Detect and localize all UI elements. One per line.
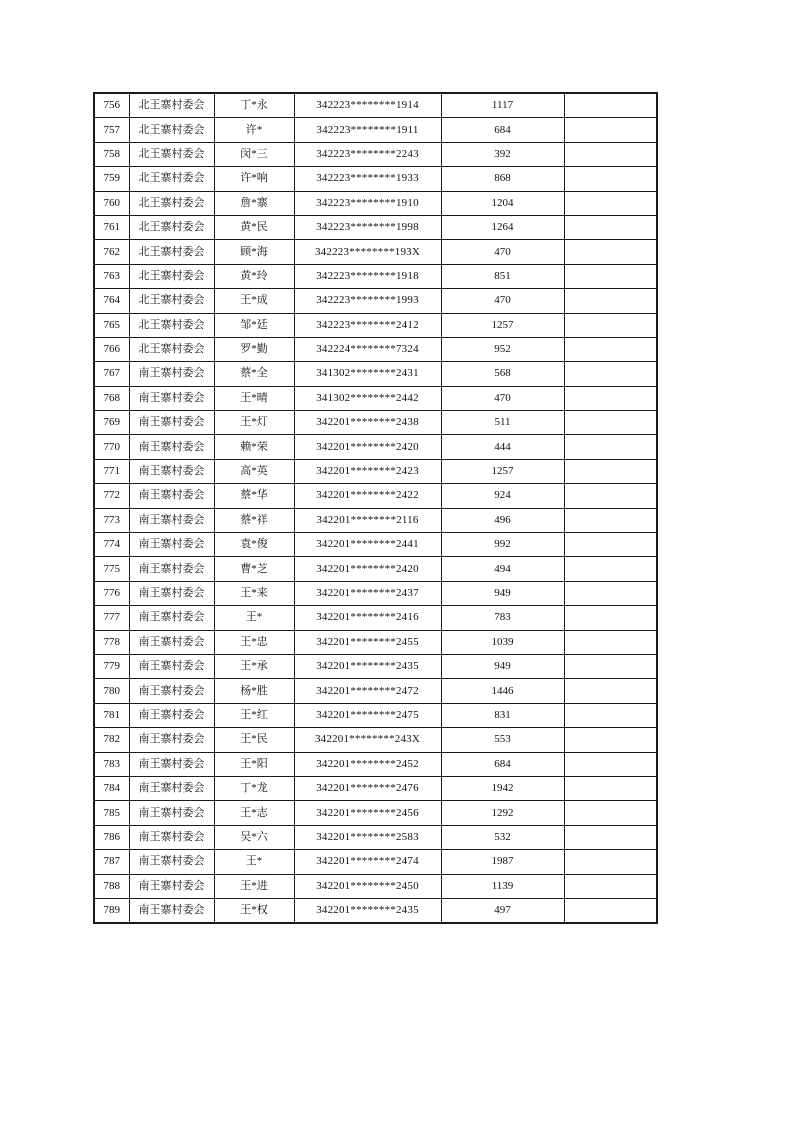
masked-name-cell: 王*成	[214, 289, 294, 313]
amount-cell: 1117	[441, 93, 564, 118]
masked-id-number-cell: 342201********2435	[294, 654, 441, 678]
masked-name-cell: 赖*荣	[214, 435, 294, 459]
empty-cell	[564, 703, 657, 727]
village-committee-cell: 北王寨村委会	[129, 142, 214, 166]
village-committee-cell: 南王寨村委会	[129, 654, 214, 678]
table-body	[94, 93, 657, 923]
empty-cell	[564, 289, 657, 313]
empty-cell	[564, 508, 657, 532]
village-committee-cell: 南王寨村委会	[129, 776, 214, 800]
table-row	[94, 215, 657, 239]
table-row	[94, 167, 657, 191]
village-committee-cell: 北王寨村委会	[129, 240, 214, 264]
masked-name-cell: 丁*龙	[214, 776, 294, 800]
table-row	[94, 313, 657, 337]
table-row	[94, 874, 657, 898]
amount-cell: 1987	[441, 850, 564, 874]
table-row	[94, 411, 657, 435]
table-row	[94, 484, 657, 508]
masked-id-number-cell: 342201********2452	[294, 752, 441, 776]
village-committee-cell: 南王寨村委会	[129, 825, 214, 849]
table-row	[94, 752, 657, 776]
table-row	[94, 703, 657, 727]
empty-cell	[564, 167, 657, 191]
table-row	[94, 606, 657, 630]
village-committee-cell: 南王寨村委会	[129, 508, 214, 532]
amount-cell: 949	[441, 654, 564, 678]
table-row	[94, 142, 657, 166]
village-committee-cell: 南王寨村委会	[129, 850, 214, 874]
table-row	[94, 630, 657, 654]
amount-cell: 470	[441, 386, 564, 410]
masked-id-number-cell: 342201********2116	[294, 508, 441, 532]
row-number-cell: 772	[94, 484, 129, 508]
empty-cell	[564, 898, 657, 923]
empty-cell	[564, 533, 657, 557]
village-committee-cell: 南王寨村委会	[129, 728, 214, 752]
village-committee-cell: 北王寨村委会	[129, 289, 214, 313]
table-row	[94, 898, 657, 923]
masked-id-number-cell: 342201********2583	[294, 825, 441, 849]
village-committee-cell: 南王寨村委会	[129, 484, 214, 508]
village-committee-cell: 南王寨村委会	[129, 679, 214, 703]
village-committee-cell: 南王寨村委会	[129, 411, 214, 435]
masked-name-cell: 王*	[214, 850, 294, 874]
empty-cell	[564, 362, 657, 386]
masked-name-cell: 王*民	[214, 728, 294, 752]
masked-id-number-cell: 342201********2476	[294, 776, 441, 800]
empty-cell	[564, 142, 657, 166]
village-committee-cell: 南王寨村委会	[129, 362, 214, 386]
empty-cell	[564, 240, 657, 264]
row-number-cell: 775	[94, 557, 129, 581]
row-number-cell: 779	[94, 654, 129, 678]
table-row	[94, 801, 657, 825]
amount-cell: 783	[441, 606, 564, 630]
masked-id-number-cell: 342201********2455	[294, 630, 441, 654]
masked-name-cell: 王*权	[214, 898, 294, 923]
masked-id-number-cell: 342201********2437	[294, 581, 441, 605]
masked-name-cell: 闵*三	[214, 142, 294, 166]
amount-cell: 511	[441, 411, 564, 435]
masked-id-number-cell: 342223********2243	[294, 142, 441, 166]
amount-cell: 444	[441, 435, 564, 459]
row-number-cell: 785	[94, 801, 129, 825]
village-committee-cell: 北王寨村委会	[129, 215, 214, 239]
empty-cell	[564, 459, 657, 483]
masked-name-cell: 王*阳	[214, 752, 294, 776]
table-row	[94, 289, 657, 313]
table-row	[94, 508, 657, 532]
row-number-cell: 761	[94, 215, 129, 239]
row-number-cell: 771	[94, 459, 129, 483]
row-number-cell: 783	[94, 752, 129, 776]
empty-cell	[564, 484, 657, 508]
empty-cell	[564, 606, 657, 630]
amount-cell: 949	[441, 581, 564, 605]
amount-cell: 684	[441, 752, 564, 776]
village-committee-cell: 南王寨村委会	[129, 801, 214, 825]
row-number-cell: 774	[94, 533, 129, 557]
row-number-cell: 782	[94, 728, 129, 752]
row-number-cell: 784	[94, 776, 129, 800]
masked-name-cell: 袁*俊	[214, 533, 294, 557]
village-committee-cell: 南王寨村委会	[129, 630, 214, 654]
village-committee-cell: 北王寨村委会	[129, 93, 214, 118]
row-number-cell: 778	[94, 630, 129, 654]
row-number-cell: 786	[94, 825, 129, 849]
masked-name-cell: 许*	[214, 118, 294, 142]
empty-cell	[564, 581, 657, 605]
row-number-cell: 760	[94, 191, 129, 215]
masked-name-cell: 王*灯	[214, 411, 294, 435]
amount-cell: 1204	[441, 191, 564, 215]
masked-id-number-cell: 342201********243X	[294, 728, 441, 752]
table-row	[94, 581, 657, 605]
masked-id-number-cell: 342201********2423	[294, 459, 441, 483]
amount-cell: 924	[441, 484, 564, 508]
masked-name-cell: 王*来	[214, 581, 294, 605]
row-number-cell: 758	[94, 142, 129, 166]
masked-name-cell: 王*进	[214, 874, 294, 898]
row-number-cell: 757	[94, 118, 129, 142]
amount-cell: 1257	[441, 459, 564, 483]
empty-cell	[564, 215, 657, 239]
table-row	[94, 728, 657, 752]
masked-id-number-cell: 342201********2441	[294, 533, 441, 557]
masked-name-cell: 詹*寨	[214, 191, 294, 215]
row-number-cell: 762	[94, 240, 129, 264]
masked-name-cell: 邹*廷	[214, 313, 294, 337]
amount-cell: 1292	[441, 801, 564, 825]
empty-cell	[564, 386, 657, 410]
row-number-cell: 770	[94, 435, 129, 459]
village-committee-cell: 南王寨村委会	[129, 533, 214, 557]
row-number-cell: 780	[94, 679, 129, 703]
row-number-cell: 759	[94, 167, 129, 191]
masked-id-number-cell: 342223********1918	[294, 264, 441, 288]
masked-id-number-cell: 342201********2472	[294, 679, 441, 703]
table-row	[94, 654, 657, 678]
table-row	[94, 776, 657, 800]
table-row	[94, 337, 657, 361]
masked-id-number-cell: 342223********1911	[294, 118, 441, 142]
amount-cell: 1264	[441, 215, 564, 239]
masked-id-number-cell: 342223********1933	[294, 167, 441, 191]
village-committee-cell: 南王寨村委会	[129, 898, 214, 923]
amount-cell: 1942	[441, 776, 564, 800]
masked-id-number-cell: 342223********1998	[294, 215, 441, 239]
masked-id-number-cell: 342223********2412	[294, 313, 441, 337]
masked-id-number-cell: 342201********2456	[294, 801, 441, 825]
masked-id-number-cell: 342201********2422	[294, 484, 441, 508]
table-row	[94, 679, 657, 703]
amount-cell: 392	[441, 142, 564, 166]
row-number-cell: 776	[94, 581, 129, 605]
masked-name-cell: 黄*民	[214, 215, 294, 239]
village-committee-cell: 北王寨村委会	[129, 167, 214, 191]
village-committee-cell: 南王寨村委会	[129, 606, 214, 630]
empty-cell	[564, 825, 657, 849]
beneficiary-roster-table	[93, 92, 658, 924]
empty-cell	[564, 191, 657, 215]
masked-name-cell: 王*	[214, 606, 294, 630]
row-number-cell: 768	[94, 386, 129, 410]
row-number-cell: 788	[94, 874, 129, 898]
village-committee-cell: 南王寨村委会	[129, 581, 214, 605]
village-committee-cell: 南王寨村委会	[129, 557, 214, 581]
row-number-cell: 763	[94, 264, 129, 288]
masked-id-number-cell: 342223********1914	[294, 93, 441, 118]
masked-name-cell: 杨*胜	[214, 679, 294, 703]
masked-name-cell: 王*晴	[214, 386, 294, 410]
village-committee-cell: 北王寨村委会	[129, 264, 214, 288]
masked-id-number-cell: 342201********2438	[294, 411, 441, 435]
empty-cell	[564, 728, 657, 752]
table-row	[94, 191, 657, 215]
village-committee-cell: 南王寨村委会	[129, 752, 214, 776]
masked-id-number-cell: 342223********1993	[294, 289, 441, 313]
table-row	[94, 850, 657, 874]
amount-cell: 1039	[441, 630, 564, 654]
table-row	[94, 118, 657, 142]
village-committee-cell: 北王寨村委会	[129, 118, 214, 142]
table-row	[94, 240, 657, 264]
empty-cell	[564, 850, 657, 874]
masked-id-number-cell: 342201********2475	[294, 703, 441, 727]
village-committee-cell: 北王寨村委会	[129, 191, 214, 215]
empty-cell	[564, 874, 657, 898]
amount-cell: 470	[441, 289, 564, 313]
empty-cell	[564, 801, 657, 825]
masked-id-number-cell: 342201********2435	[294, 898, 441, 923]
masked-id-number-cell: 341302********2442	[294, 386, 441, 410]
amount-cell: 470	[441, 240, 564, 264]
masked-id-number-cell: 342223********193X	[294, 240, 441, 264]
empty-cell	[564, 264, 657, 288]
amount-cell: 851	[441, 264, 564, 288]
amount-cell: 1139	[441, 874, 564, 898]
amount-cell: 532	[441, 825, 564, 849]
row-number-cell: 787	[94, 850, 129, 874]
village-committee-cell: 北王寨村委会	[129, 313, 214, 337]
row-number-cell: 773	[94, 508, 129, 532]
empty-cell	[564, 752, 657, 776]
masked-name-cell: 蔡*华	[214, 484, 294, 508]
empty-cell	[564, 118, 657, 142]
amount-cell: 684	[441, 118, 564, 142]
village-committee-cell: 南王寨村委会	[129, 435, 214, 459]
row-number-cell: 756	[94, 93, 129, 118]
village-committee-cell: 南王寨村委会	[129, 874, 214, 898]
empty-cell	[564, 313, 657, 337]
masked-id-number-cell: 341302********2431	[294, 362, 441, 386]
masked-name-cell: 顾*海	[214, 240, 294, 264]
masked-id-number-cell: 342223********1910	[294, 191, 441, 215]
row-number-cell: 769	[94, 411, 129, 435]
masked-name-cell: 吴*六	[214, 825, 294, 849]
masked-name-cell: 曹*芝	[214, 557, 294, 581]
masked-name-cell: 高*英	[214, 459, 294, 483]
empty-cell	[564, 435, 657, 459]
village-committee-cell: 南王寨村委会	[129, 459, 214, 483]
empty-cell	[564, 93, 657, 118]
amount-cell: 496	[441, 508, 564, 532]
village-committee-cell: 北王寨村委会	[129, 337, 214, 361]
masked-id-number-cell: 342201********2416	[294, 606, 441, 630]
amount-cell: 497	[441, 898, 564, 923]
empty-cell	[564, 411, 657, 435]
masked-name-cell: 王*承	[214, 654, 294, 678]
row-number-cell: 765	[94, 313, 129, 337]
amount-cell: 1446	[441, 679, 564, 703]
amount-cell: 952	[441, 337, 564, 361]
masked-name-cell: 黄*玲	[214, 264, 294, 288]
table-row	[94, 362, 657, 386]
amount-cell: 992	[441, 533, 564, 557]
row-number-cell: 781	[94, 703, 129, 727]
masked-id-number-cell: 342201********2474	[294, 850, 441, 874]
empty-cell	[564, 337, 657, 361]
empty-cell	[564, 776, 657, 800]
village-committee-cell: 南王寨村委会	[129, 703, 214, 727]
table-row	[94, 386, 657, 410]
masked-name-cell: 丁*永	[214, 93, 294, 118]
masked-id-number-cell: 342201********2420	[294, 435, 441, 459]
row-number-cell: 766	[94, 337, 129, 361]
row-number-cell: 764	[94, 289, 129, 313]
empty-cell	[564, 679, 657, 703]
village-committee-cell: 南王寨村委会	[129, 386, 214, 410]
empty-cell	[564, 630, 657, 654]
amount-cell: 868	[441, 167, 564, 191]
masked-name-cell: 许*响	[214, 167, 294, 191]
empty-cell	[564, 557, 657, 581]
amount-cell: 553	[441, 728, 564, 752]
table-row	[94, 533, 657, 557]
row-number-cell: 767	[94, 362, 129, 386]
masked-name-cell: 蔡*祥	[214, 508, 294, 532]
table-row	[94, 557, 657, 581]
masked-id-number-cell: 342201********2450	[294, 874, 441, 898]
masked-name-cell: 罗*勤	[214, 337, 294, 361]
empty-cell	[564, 654, 657, 678]
masked-name-cell: 王*红	[214, 703, 294, 727]
amount-cell: 1257	[441, 313, 564, 337]
masked-id-number-cell: 342224********7324	[294, 337, 441, 361]
amount-cell: 494	[441, 557, 564, 581]
masked-name-cell: 王*志	[214, 801, 294, 825]
amount-cell: 568	[441, 362, 564, 386]
table-row	[94, 264, 657, 288]
table-row	[94, 435, 657, 459]
row-number-cell: 777	[94, 606, 129, 630]
table-row	[94, 93, 657, 118]
masked-name-cell: 蔡*全	[214, 362, 294, 386]
table-row	[94, 825, 657, 849]
row-number-cell: 789	[94, 898, 129, 923]
masked-id-number-cell: 342201********2420	[294, 557, 441, 581]
masked-name-cell: 王*忠	[214, 630, 294, 654]
table-row	[94, 459, 657, 483]
amount-cell: 831	[441, 703, 564, 727]
